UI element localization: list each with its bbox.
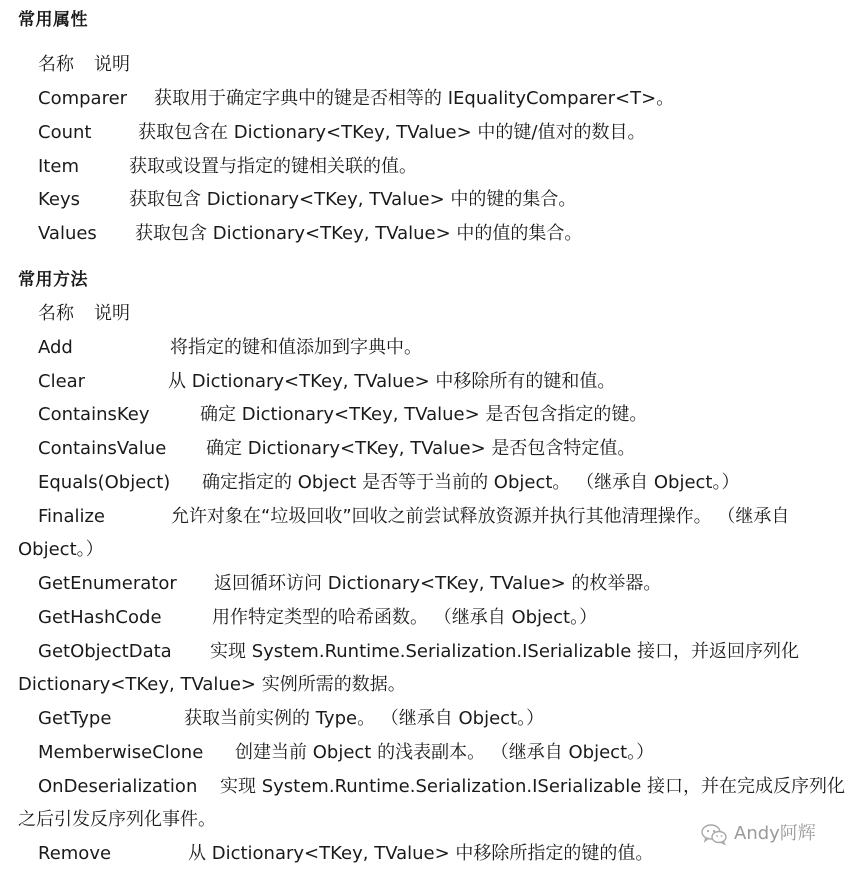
method-name: GetEnumerator — [38, 573, 177, 594]
method-desc: 实现 System.Runtime.Serialization.ISerializable 接口，并在完成反序列化 — [220, 776, 846, 797]
method-desc: 实现 System.Runtime.Serialization.ISerializable 接口，并返回序列化 — [210, 641, 800, 662]
method-row — [38, 336, 844, 360]
property-desc: 获取或设置与指定的键相关联的值。 — [129, 156, 417, 177]
properties-heading: 常用属性 — [18, 10, 88, 30]
method-row — [38, 606, 844, 630]
properties-header-desc: 说明 — [94, 54, 130, 75]
method-desc: 确定 Dictionary<TKey, TValue> 是否包含特定值。 — [206, 438, 636, 459]
property-row — [38, 121, 844, 145]
property-row — [38, 87, 844, 111]
property-row — [38, 155, 844, 179]
method-row — [38, 437, 844, 461]
property-row — [38, 222, 844, 246]
property-desc: 获取包含 Dictionary<TKey, TValue> 中的值的集合。 — [135, 223, 583, 244]
method-name: OnDeserialization — [38, 776, 198, 797]
method-desc: 确定 Dictionary<TKey, TValue> 是否包含指定的键。 — [200, 404, 648, 425]
method-desc: 允许对象在“垃圾回收”回收之前尝试释放资源并执行其他清理操作。 （继承自 — [171, 506, 790, 527]
method-desc: 确定指定的 Object 是否等于当前的 Object。 （继承自 Object。） — [202, 472, 740, 493]
method-row — [38, 471, 844, 495]
property-name: Count — [38, 122, 92, 143]
method-desc: 从 Dictionary<TKey, TValue> 中移除所有的键和值。 — [168, 371, 616, 392]
watermark-text: Andy阿辉 — [734, 823, 816, 844]
method-name: Add — [38, 337, 73, 358]
method-desc-continuation: 之后引发反序列化事件。 — [18, 809, 216, 830]
wechat-icon — [700, 822, 728, 846]
methods-header-name: 名称 — [38, 303, 74, 324]
method-desc-continuation: Dictionary<TKey, TValue> 实例所需的数据。 — [18, 674, 406, 695]
method-row — [38, 741, 844, 765]
properties-header-name: 名称 — [38, 54, 74, 75]
method-name: ContainsKey — [38, 404, 150, 425]
property-desc: 获取包含 Dictionary<TKey, TValue> 中的键的集合。 — [129, 189, 577, 210]
property-name: Values — [38, 223, 97, 244]
methods-header-desc: 说明 — [94, 303, 130, 324]
property-name: Item — [38, 156, 79, 177]
method-row — [38, 370, 844, 394]
method-desc: 创建当前 Object 的浅表副本。 （继承自 Object。） — [235, 742, 655, 763]
method-row — [38, 505, 844, 529]
method-name: Clear — [38, 371, 86, 392]
method-name: Finalize — [38, 506, 106, 527]
method-name: GetType — [38, 708, 112, 729]
method-desc: 获取当前实例的 Type。 （继承自 Object。） — [184, 708, 545, 729]
method-name: MemberwiseClone — [38, 742, 204, 763]
method-row — [38, 403, 844, 427]
method-name: Remove — [38, 843, 112, 864]
method-desc: 从 Dictionary<TKey, TValue> 中移除所指定的键的值。 — [188, 843, 654, 864]
method-row — [38, 707, 844, 731]
method-desc: 用作特定类型的哈希函数。 （继承自 Object。） — [212, 607, 598, 628]
method-name: GetObjectData — [38, 641, 172, 662]
property-desc: 获取用于确定字典中的键是否相等的 IEqualityComparer<T>。 — [154, 88, 675, 109]
property-desc: 获取包含在 Dictionary<TKey, TValue> 中的键/值对的数目。 — [138, 122, 646, 143]
properties-header-row — [38, 53, 844, 77]
method-desc-continuation: Object。） — [18, 539, 104, 560]
method-row — [38, 640, 844, 664]
method-name: GetHashCode — [38, 607, 162, 628]
method-name: Equals(Object) — [38, 472, 171, 493]
method-name: ContainsValue — [38, 438, 167, 459]
method-desc: 将指定的键和值添加到字典中。 — [170, 337, 422, 358]
method-row — [38, 572, 844, 596]
methods-header-row — [38, 302, 844, 326]
method-row — [38, 775, 844, 799]
watermark — [700, 822, 816, 846]
method-desc: 返回循环访问 Dictionary<TKey, TValue> 的枚举器。 — [214, 573, 662, 594]
methods-heading: 常用方法 — [18, 270, 88, 290]
property-name: Keys — [38, 189, 81, 210]
property-row — [38, 188, 844, 212]
property-name: Comparer — [38, 88, 128, 109]
